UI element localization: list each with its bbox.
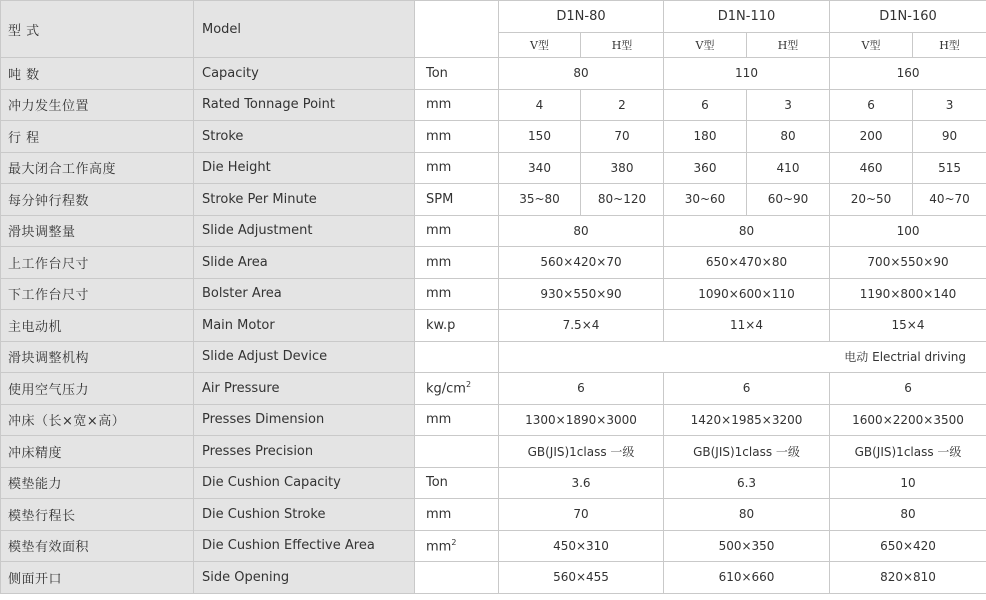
row-label-cn: 冲床（长×宽×高） [1,404,194,436]
row-label-cn: 滑块调整机构 [1,341,194,373]
subtype-v: V型 [664,33,747,58]
row-label-en: Main Motor [194,310,415,342]
value-cell: 650×420 [830,530,986,562]
row-label-cn: 模垫能力 [1,467,194,499]
unit-text: mm [426,286,451,301]
value-cell: 6 [830,89,913,121]
value-cell: 2 [581,89,664,121]
row-label-cn: 滑块调整量 [1,215,194,247]
value-cell: 80 [830,499,986,531]
value-cell: 930×550×90 [499,278,664,310]
row-unit [415,89,499,121]
value-cell: 11×4 [664,310,830,342]
header-label-cn: 型 式 [1,1,194,58]
subtype-v: V型 [830,33,913,58]
row-label-en: Die Cushion Effective Area [194,530,415,562]
table-row [1,215,986,247]
value-cell: 410 [747,152,830,184]
table-row [1,89,986,121]
table-row [1,404,986,436]
subtype-h: H型 [913,33,986,58]
unit-text: mm [426,539,451,554]
table-row [1,310,986,342]
row-unit [415,467,499,499]
row-unit [415,373,499,405]
header-unit-cell [415,1,499,58]
value-cell: 110 [664,58,830,90]
row-label-en: Rated Tonnage Point [194,89,415,121]
unit-text: kw.p [426,318,455,333]
value-cell: 70 [581,121,664,153]
row-label-cn: 最大闭合工作高度 [1,152,194,184]
row-unit [415,152,499,184]
value-cell: 3 [913,89,986,121]
row-unit [415,436,499,468]
unit-text: mm [426,160,451,175]
value-cell: 35~80 [499,184,581,216]
unit-text: mm [426,507,451,522]
value-cell: GB(JIS)1class 一级 [499,436,664,468]
value-cell: 6 [830,373,986,405]
value-cell: 7.5×4 [499,310,664,342]
header-label-en: Model [194,1,415,58]
row-unit [415,310,499,342]
table-row [1,58,986,90]
unit-superscript: 2 [466,380,471,389]
subtype-h: H型 [581,33,664,58]
value-cell: 340 [499,152,581,184]
row-label-cn: 模垫有效面积 [1,530,194,562]
value-cell: 3 [747,89,830,121]
value-cell: 180 [664,121,747,153]
table-row [1,562,986,594]
row-label-cn: 主电动机 [1,310,194,342]
row-unit [415,341,499,373]
value-cell: 160 [830,58,986,90]
row-unit [415,404,499,436]
table-row [1,467,986,499]
value-cell: 200 [830,121,913,153]
value-cell: 80 [747,121,830,153]
row-label-en: Die Cushion Capacity [194,467,415,499]
row-label-cn: 下工作台尺寸 [1,278,194,310]
table-row [1,436,986,468]
row-unit [415,247,499,279]
row-unit [415,215,499,247]
value-cell: 650×470×80 [664,247,830,279]
row-label-cn: 冲床精度 [1,436,194,468]
model-name: D1N-160 [830,1,986,33]
value-cell: 360 [664,152,747,184]
unit-text: mm [426,223,451,238]
value-cell: 1300×1890×3000 [499,404,664,436]
value-cell: 80 [664,215,830,247]
unit-text: Ton [426,475,448,490]
value-cell: 20~50 [830,184,913,216]
value-cell: 1090×600×110 [664,278,830,310]
unit-text: SPM [426,192,453,207]
row-label-en: Slide Area [194,247,415,279]
value-cell: 80 [664,499,830,531]
row-label-en: Air Pressure [194,373,415,405]
value-cell: 40~70 [913,184,986,216]
subtype-v: V型 [499,33,581,58]
value-cell: 150 [499,121,581,153]
row-label-cn: 使用空气压力 [1,373,194,405]
table-row [1,184,986,216]
row-label-en: Bolster Area [194,278,415,310]
table-row [1,278,986,310]
unit-text: mm [426,412,451,427]
row-unit [415,184,499,216]
value-cell: 700×550×90 [830,247,986,279]
unit-text: kg/cm [426,381,466,396]
value-cell: 820×810 [830,562,986,594]
table-row [1,499,986,531]
value-cell: 515 [913,152,986,184]
row-label-en: Stroke [194,121,415,153]
row-label-cn: 行 程 [1,121,194,153]
value-cell: 1600×2200×3500 [830,404,986,436]
value-cell: 90 [913,121,986,153]
value-cell: GB(JIS)1class 一级 [664,436,830,468]
value-cell: 80 [499,58,664,90]
value-cell: 6 [664,89,747,121]
row-label-en: Die Cushion Stroke [194,499,415,531]
row-label-en: Presses Dimension [194,404,415,436]
row-unit [415,58,499,90]
row-label-en: Stroke Per Minute [194,184,415,216]
row-label-en: Die Height [194,152,415,184]
value-cell: 6 [664,373,830,405]
value-cell: GB(JIS)1class 一级 [830,436,986,468]
unit-superscript: 2 [451,538,456,547]
unit-text: Ton [426,66,448,81]
row-unit [415,562,499,594]
value-cell: 380 [581,152,664,184]
row-label-en: Presses Precision [194,436,415,468]
value-cell: 60~90 [747,184,830,216]
row-label-en: Slide Adjust Device [194,341,415,373]
header-row [1,1,986,33]
unit-text: mm [426,255,451,270]
value-cell: 80~120 [581,184,664,216]
unit-text: mm [426,129,451,144]
table-row [1,341,986,373]
table-row [1,373,986,405]
row-label-cn: 冲力发生位置 [1,89,194,121]
value-cell: 10 [830,467,986,499]
row-label-cn: 侧面开口 [1,562,194,594]
value-cell: 4 [499,89,581,121]
value-cell: 30~60 [664,184,747,216]
table-row [1,247,986,279]
table-row [1,152,986,184]
value-cell: 70 [499,499,664,531]
model-name: D1N-80 [499,1,664,33]
value-cell: 450×310 [499,530,664,562]
row-unit [415,121,499,153]
row-label-cn: 上工作台尺寸 [1,247,194,279]
value-cell: 460 [830,152,913,184]
table-row [1,121,986,153]
table-row [1,530,986,562]
row-label-en: Slide Adjustment [194,215,415,247]
model-name: D1N-110 [664,1,830,33]
subtype-h: H型 [747,33,830,58]
value-cell: 1420×1985×3200 [664,404,830,436]
row-label-cn: 每分钟行程数 [1,184,194,216]
value-cell: 610×660 [664,562,830,594]
value-cell: 电动 Electrial driving [499,341,986,373]
row-label-cn: 模垫行程长 [1,499,194,531]
row-unit [415,499,499,531]
unit-text: mm [426,97,451,112]
row-unit [415,530,499,562]
row-unit [415,278,499,310]
value-cell: 560×455 [499,562,664,594]
value-cell: 6.3 [664,467,830,499]
value-cell: 6 [499,373,664,405]
value-cell: 100 [830,215,986,247]
row-label-cn: 吨 数 [1,58,194,90]
value-cell: 15×4 [830,310,986,342]
value-cell: 80 [499,215,664,247]
value-cell: 3.6 [499,467,664,499]
row-label-en: Capacity [194,58,415,90]
row-label-en: Side Opening [194,562,415,594]
value-cell: 1190×800×140 [830,278,986,310]
value-cell: 560×420×70 [499,247,664,279]
value-cell: 500×350 [664,530,830,562]
